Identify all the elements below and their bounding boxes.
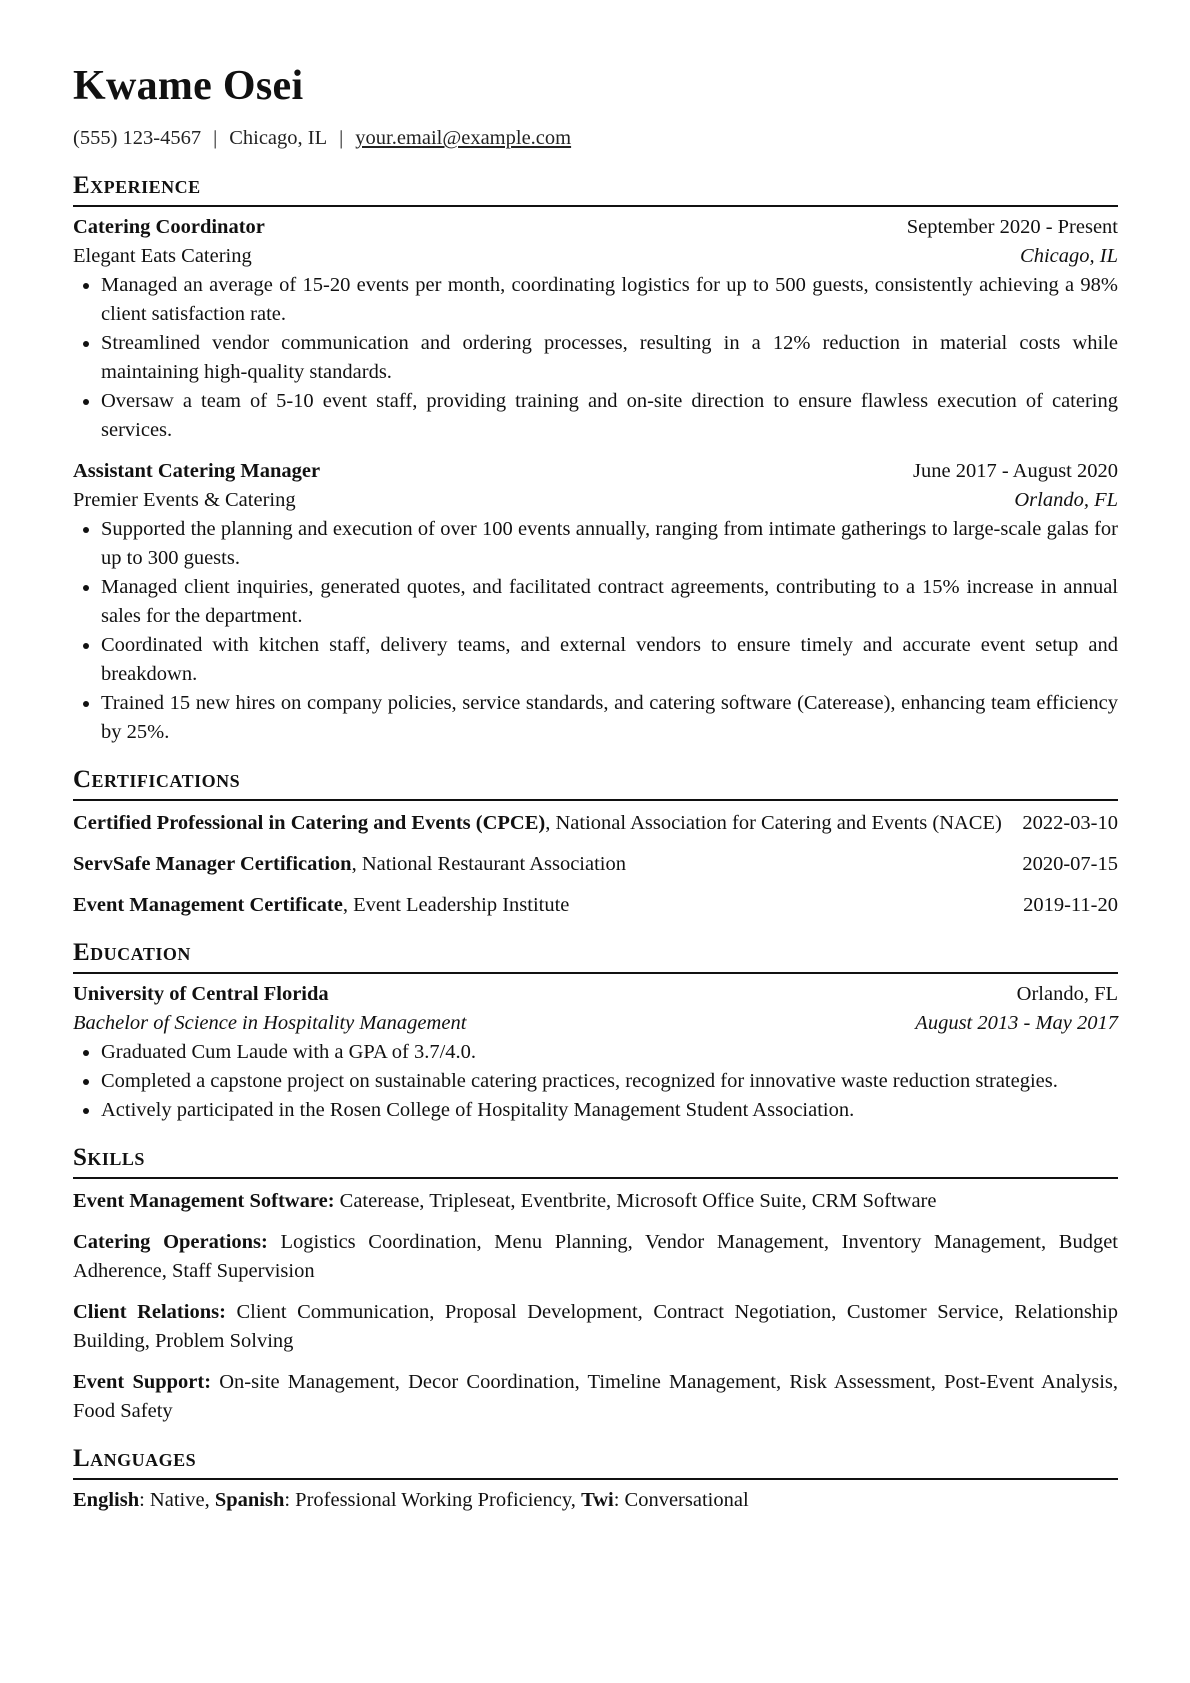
education-bullets — [73, 1038, 1118, 1125]
school-location: Orlando, FL — [1016, 983, 1118, 1005]
skill-label: Client Relations: — [73, 1301, 226, 1323]
language-name: Twi — [581, 1489, 614, 1511]
bullet: • Managed client inquiries, generated quotes, and facilitated contract agreements, contributing to a 15% increase in annual sales for the department. — [101, 573, 1118, 631]
job-title: Catering Coordinator — [73, 216, 265, 238]
degree: Bachelor of Science in Hospitality Management — [73, 1012, 467, 1034]
skill-label: Event Management Software: — [73, 1190, 335, 1212]
skill-values: On-site Management, Decor Coordination, Timeline Management, Risk Assessment, Post-Event Analysis, Food Safety — [73, 1371, 1119, 1422]
job-dates: September 2020 - Present — [906, 216, 1118, 238]
company: Premier Events & Catering — [73, 489, 296, 511]
bullet: • Actively participated in the Rosen College of Hospitality Management Student Association. — [101, 1096, 1118, 1125]
section-heading-skills: Skills — [73, 1143, 1118, 1179]
contact-line — [73, 124, 1118, 153]
section-heading-certifications: Certifications — [73, 765, 1118, 801]
separator: | — [213, 127, 218, 149]
section-heading-education: Education — [73, 938, 1118, 974]
job-location: Chicago, IL — [1020, 245, 1118, 267]
skill-group — [73, 1368, 1118, 1426]
education-dates: August 2013 - May 2017 — [915, 1012, 1118, 1034]
language-name: Spanish — [214, 1489, 285, 1511]
cert-issuer: , National Restaurant Association — [351, 853, 626, 875]
skill-group — [73, 1298, 1118, 1356]
skill-group — [73, 1228, 1118, 1286]
cert-issuer: , Event Leadership Institute — [342, 894, 570, 916]
section-heading-experience: Experience — [73, 171, 1118, 207]
job-bullets — [73, 515, 1118, 747]
bullet: • Graduated Cum Laude with a GPA of 3.7/4.0. — [101, 1038, 1118, 1067]
bullet: • Managed an average of 15-20 events per month, coordinating logistics for up to 500 guests, consistently achieving a 98% client satisfaction rate. — [101, 271, 1118, 329]
phone: (555) 123-4567 — [73, 127, 202, 149]
bullet: • Completed a capstone project on sustainable catering practices, recognized for innovative waste reduction strategies. — [101, 1067, 1118, 1096]
resume-page — [73, 0, 1118, 1515]
certification-entry — [73, 891, 1118, 920]
languages-line — [73, 1486, 1118, 1515]
certification-entry — [73, 809, 1118, 838]
bullet: • Coordinated with kitchen staff, delivery teams, and external vendors to ensure timely and accurate event setup and breakdown. — [101, 631, 1118, 689]
bullet: • Oversaw a team of 5-10 event staff, providing training and on-site direction to ensure flawless execution of catering services. — [101, 387, 1118, 445]
job-location: Orlando, FL — [1014, 489, 1118, 511]
job-entry — [73, 213, 1118, 445]
bullet: • Trained 15 new hires on company policies, service standards, and catering software (Caterease), enhancing team efficiency by 25%. — [101, 689, 1118, 747]
company: Elegant Eats Catering — [73, 245, 252, 267]
cert-name: Event Management Certificate — [73, 894, 343, 916]
cert-name: Certified Professional in Catering and Events (CPCE) — [73, 812, 546, 834]
skill-label: Event Support: — [73, 1371, 212, 1393]
skill-group — [73, 1187, 1118, 1216]
cert-date: 2019-11-20 — [1023, 894, 1118, 916]
skill-values: Caterease, Tripleseat, Eventbrite, Microsoft Office Suite, CRM Software — [334, 1190, 937, 1212]
job-entry — [73, 457, 1118, 747]
cert-date: 2022-03-10 — [1022, 812, 1118, 834]
location: Chicago, IL — [229, 127, 328, 149]
school: University of Central Florida — [73, 983, 329, 1005]
cert-issuer: , National Association for Catering and Events (NACE) — [545, 812, 1002, 834]
section-heading-languages: Languages — [73, 1444, 1118, 1480]
skill-values: Logistics Coordination, Menu Planning, Vendor Management, Inventory Management, Budget Adherence, Staff Supervision — [73, 1231, 1118, 1282]
skill-label: Catering Operations: — [73, 1231, 268, 1253]
email-link[interactable]: your.email@example.com — [355, 127, 572, 149]
language-level: : Professional Working Proficiency, — [284, 1489, 582, 1511]
cert-date: 2020-07-15 — [1022, 853, 1118, 875]
job-bullets — [73, 271, 1118, 445]
job-dates: June 2017 - August 2020 — [913, 460, 1118, 482]
cert-name: ServSafe Manager Certification — [73, 853, 352, 875]
skill-values: Client Communication, Proposal Development, Contract Negotiation, Customer Service, Relationship Building, Problem Solving — [73, 1301, 1118, 1352]
language-level: : Conversational — [613, 1489, 749, 1511]
certification-entry — [73, 850, 1118, 879]
bullet: • Supported the planning and execution of over 100 events annually, ranging from intimate gatherings to large-scale galas for up to 300 guests. — [101, 515, 1118, 573]
bullet: • Streamlined vendor communication and ordering processes, resulting in a 12% reduction in material costs while maintaining high-quality standards. — [101, 329, 1118, 387]
job-title: Assistant Catering Manager — [73, 460, 321, 482]
language-name: English — [73, 1489, 140, 1511]
education-entry — [73, 980, 1118, 1125]
separator: | — [339, 127, 344, 149]
language-level: : Native, — [139, 1489, 215, 1511]
candidate-name: Kwame Osei — [73, 63, 304, 109]
